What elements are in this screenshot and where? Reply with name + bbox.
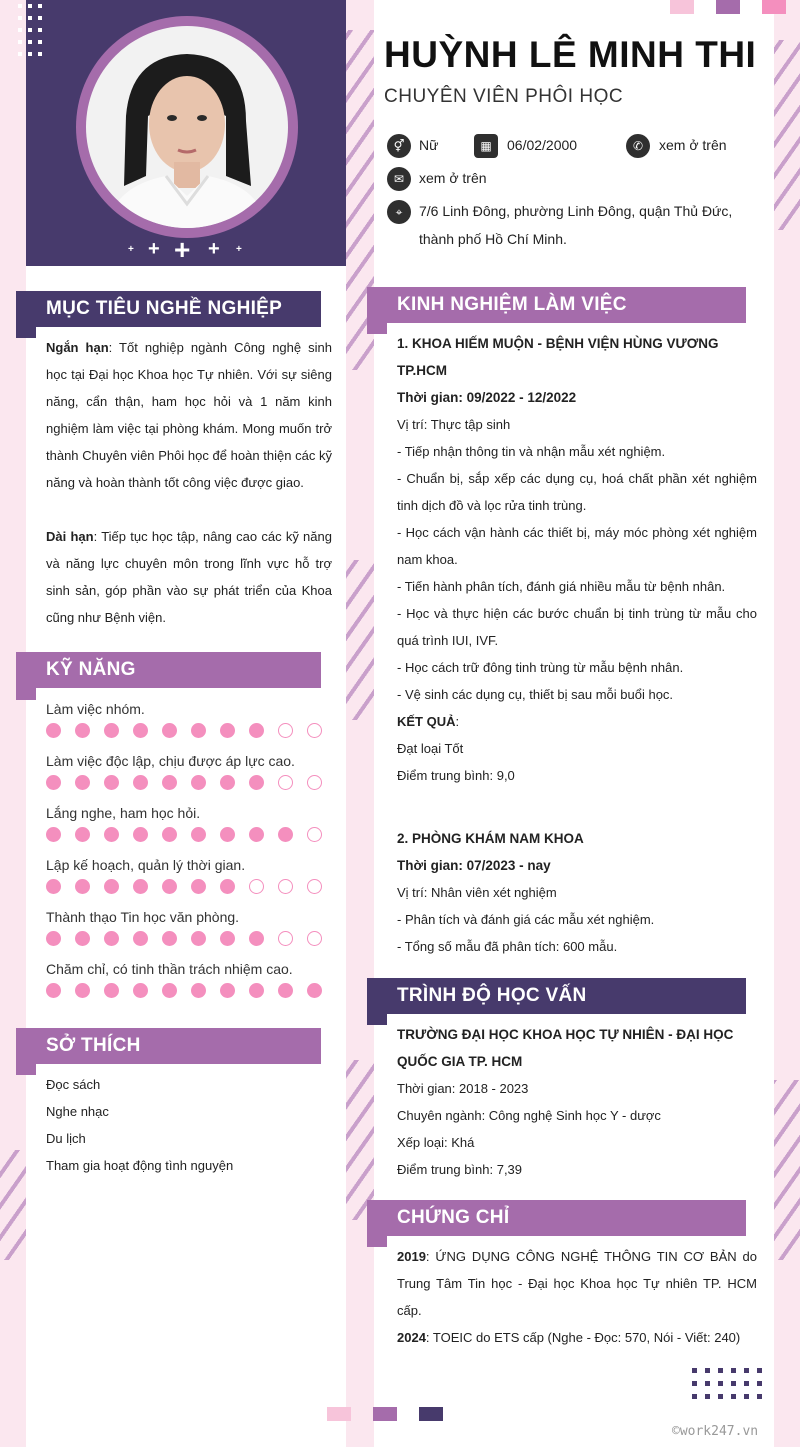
education-heading: TRÌNH ĐỘ HỌC VẤN bbox=[367, 978, 746, 1014]
rating-dot-filled bbox=[46, 931, 61, 946]
address-line-1: 7/6 Linh Đông, phường Linh Đông, quận Thủ Đức, bbox=[419, 203, 733, 219]
stripe-decor bbox=[774, 40, 800, 230]
job1-bullet: - Học và thực hiện các bước chuẩn bị tinh trùng từ mẫu cho quá trình IUI, IVF. bbox=[397, 606, 757, 648]
skill-rating bbox=[46, 983, 322, 998]
rating-dot-filled bbox=[75, 931, 90, 946]
rating-dot-empty bbox=[278, 775, 293, 790]
rating-dot-filled bbox=[133, 931, 148, 946]
rating-dot-filled bbox=[220, 879, 235, 894]
job2-time: Thời gian: 07/2023 - nay bbox=[397, 858, 551, 873]
rating-dot-filled bbox=[191, 827, 206, 842]
job2-bullet: - Tổng số mẫu đã phân tích: 600 mẫu. bbox=[397, 939, 618, 954]
hobby-item: Du lịch bbox=[46, 1131, 86, 1146]
rating-dot-empty bbox=[307, 879, 322, 894]
candidate-role: CHUYÊN VIÊN PHÔI HỌC bbox=[384, 86, 624, 107]
job1-heading: 1. KHOA HIẾM MUỘN - BỆNH VIỆN HÙNG VƯƠNG TP.HCM bbox=[397, 336, 719, 378]
skill-rating bbox=[46, 931, 322, 946]
rating-dot-filled bbox=[220, 827, 235, 842]
rating-dot-filled bbox=[191, 879, 206, 894]
education-rank: Xếp loại: Khá bbox=[397, 1135, 475, 1150]
education-major: Chuyên ngành: Công nghệ Sinh học Y - dược bbox=[397, 1108, 661, 1123]
job1-bullet: - Vệ sinh các dụng cụ, thiết bị sau mỗi buổi học. bbox=[397, 687, 674, 702]
certificate-item bbox=[397, 1243, 757, 1324]
rating-dot-empty bbox=[278, 931, 293, 946]
result-label: KẾT QUẢ bbox=[397, 714, 456, 729]
gender-value: Nữ bbox=[419, 137, 439, 153]
rating-dot-filled bbox=[75, 775, 90, 790]
rating-dot-filled bbox=[162, 827, 177, 842]
square-decor bbox=[670, 0, 694, 14]
rating-dot-filled bbox=[191, 931, 206, 946]
skill-rating bbox=[46, 723, 322, 738]
short-term-text: : Tốt nghiệp ngành Công nghệ sinh học tại Đại học Khoa học Tự nhiên. Với sự siêng năng, cẩn thận, ham học hỏi và 1 năm kinh nghiệm làm việc tại phòng khám. Mong muốn trở thành Chuyên viên Phôi học để hoàn thiện các kỹ năng và hoàn thành tốt công việc được giao. bbox=[46, 340, 332, 490]
email-icon: ✉ bbox=[387, 167, 411, 191]
objective-long-term bbox=[46, 523, 332, 631]
square-decor bbox=[419, 1407, 443, 1421]
square-decor bbox=[762, 0, 786, 14]
rating-dot-filled bbox=[162, 879, 177, 894]
long-term-label: Dài hạn bbox=[46, 529, 94, 544]
plus-decor: + bbox=[148, 238, 160, 260]
rating-dot-filled bbox=[104, 723, 119, 738]
skill-rating bbox=[46, 879, 322, 894]
experience-content bbox=[397, 330, 757, 960]
skill-label: Làm việc nhóm. bbox=[46, 701, 145, 717]
rating-dot-filled bbox=[46, 879, 61, 894]
square-decor bbox=[373, 1407, 397, 1421]
rating-dot-empty bbox=[307, 931, 322, 946]
job1-score: Điểm trung bình: 9,0 bbox=[397, 768, 515, 783]
square-decor bbox=[716, 0, 740, 14]
rating-dot-filled bbox=[162, 931, 177, 946]
rating-dot-filled bbox=[46, 983, 61, 998]
square-decor bbox=[327, 1407, 351, 1421]
rating-dot-filled bbox=[162, 723, 177, 738]
hobby-item: Nghe nhạc bbox=[46, 1104, 109, 1119]
address-line-2: thành phố Hồ Chí Minh. bbox=[419, 231, 567, 247]
rating-dot-filled bbox=[133, 827, 148, 842]
watermark: ©work247.vn bbox=[672, 1424, 759, 1439]
hobbies-heading: SỞ THÍCH bbox=[16, 1028, 321, 1064]
gender-icon: ⚥ bbox=[387, 134, 411, 158]
stripe-decor bbox=[346, 1060, 374, 1220]
rating-dot-filled bbox=[104, 827, 119, 842]
spacer bbox=[397, 789, 757, 825]
hobby-item: Đọc sách bbox=[46, 1077, 101, 1092]
job1-bullet: - Học cách trữ đông tinh trùng từ mẫu bệnh nhân. bbox=[397, 660, 684, 675]
rating-dot-filled bbox=[249, 983, 264, 998]
skills-heading: KỸ NĂNG bbox=[16, 652, 321, 688]
rating-dot-filled bbox=[307, 983, 322, 998]
rating-dot-filled bbox=[249, 827, 264, 842]
rating-dot-filled bbox=[46, 827, 61, 842]
result-colon: : bbox=[455, 714, 460, 729]
rating-dot-filled bbox=[278, 827, 293, 842]
rating-dot-filled bbox=[104, 983, 119, 998]
email-value: xem ở trên bbox=[419, 170, 487, 186]
certificate-year: 2024 bbox=[397, 1330, 426, 1345]
rating-dot-filled bbox=[75, 827, 90, 842]
short-term-label: Ngắn hạn bbox=[46, 340, 109, 355]
rating-dot-filled bbox=[220, 983, 235, 998]
plus-decor: + bbox=[236, 244, 242, 255]
rating-dot-filled bbox=[46, 775, 61, 790]
plus-decor: + bbox=[174, 234, 191, 265]
job2-position: Vị trí: Nhân viên xét nghiệm bbox=[397, 885, 557, 900]
objective-heading: MỤC TIÊU NGHỀ NGHIỆP bbox=[16, 291, 321, 327]
rating-dot-empty bbox=[307, 775, 322, 790]
job1-time: Thời gian: 09/2022 - 12/2022 bbox=[397, 390, 577, 405]
rating-dot-filled bbox=[46, 723, 61, 738]
rating-dot-filled bbox=[162, 775, 177, 790]
skill-label: Chăm chỉ, có tinh thần trách nhiệm cao. bbox=[46, 961, 293, 977]
rating-dot-filled bbox=[133, 723, 148, 738]
rating-dot-empty bbox=[307, 827, 322, 842]
certificate-item bbox=[397, 1324, 757, 1351]
rating-dot-filled bbox=[191, 775, 206, 790]
rating-dot-empty bbox=[307, 723, 322, 738]
avatar bbox=[86, 26, 288, 228]
job1-position: Vị trí: Thực tập sinh bbox=[397, 417, 511, 432]
objective-short-term bbox=[46, 334, 332, 496]
education-time: Thời gian: 2018 - 2023 bbox=[397, 1081, 529, 1096]
rating-dot-filled bbox=[133, 983, 148, 998]
hobby-item: Tham gia hoạt động tình nguyện bbox=[46, 1158, 234, 1173]
plus-decor: + bbox=[128, 244, 134, 255]
stripe-decor bbox=[0, 1150, 26, 1260]
rating-dot-filled bbox=[191, 983, 206, 998]
phone-icon: ✆ bbox=[626, 134, 650, 158]
job1-bullet: - Học cách vận hành các thiết bị, máy móc phòng xét nghiệm nam khoa. bbox=[397, 525, 757, 567]
certificate-text: : ỨNG DỤNG CÔNG NGHỆ THÔNG TIN CƠ BẢN do Trung Tâm Tin học - Đại học Khoa học Tự nhiên TP. HCM cấp. bbox=[397, 1249, 757, 1318]
plus-decor: + bbox=[208, 238, 220, 260]
long-term-text: : Tiếp tục học tập, nâng cao các kỹ năng và năng lực chuyên môn trong lĩnh vực hỗ trợ sinh sản, góp phần vào sự phát triển của Khoa cũng như Bệnh viện. bbox=[46, 529, 332, 625]
job1-result-heading bbox=[397, 708, 757, 735]
education-gpa: Điểm trung bình: 7,39 bbox=[397, 1162, 523, 1177]
birthday-value: 06/02/2000 bbox=[507, 137, 578, 153]
stripe-decor bbox=[346, 560, 374, 720]
skill-rating bbox=[46, 827, 322, 842]
rating-dot-filled bbox=[220, 723, 235, 738]
rating-dot-filled bbox=[75, 983, 90, 998]
dot-grid-decor bbox=[18, 4, 48, 58]
skill-label: Lắng nghe, ham học hỏi. bbox=[46, 805, 201, 821]
rating-dot-filled bbox=[133, 775, 148, 790]
job2-heading: 2. PHÒNG KHÁM NAM KHOA bbox=[397, 831, 584, 846]
rating-dot-empty bbox=[249, 879, 264, 894]
job1-bullet: - Tiếp nhận thông tin và nhận mẫu xét nghiệm. bbox=[397, 444, 666, 459]
certificates-heading: CHỨNG CHỈ bbox=[367, 1200, 746, 1236]
rating-dot-filled bbox=[104, 931, 119, 946]
rating-dot-filled bbox=[75, 879, 90, 894]
rating-dot-filled bbox=[249, 931, 264, 946]
skill-label: Làm việc độc lập, chịu được áp lực cao. bbox=[46, 753, 295, 769]
job2-bullet: - Phân tích và đánh giá các mẫu xét nghiệm. bbox=[397, 912, 655, 927]
rating-dot-filled bbox=[249, 723, 264, 738]
rating-dot-filled bbox=[191, 723, 206, 738]
job1-bullet: - Chuẩn bị, sắp xếp các dụng cụ, hoá chất phần xét nghiệm tinh dịch đồ và lọc rửa tinh trùng. bbox=[397, 471, 757, 513]
education-content bbox=[397, 1021, 757, 1183]
rating-dot-filled bbox=[249, 775, 264, 790]
dot-grid-decor bbox=[692, 1368, 762, 1399]
certificate-year: 2019 bbox=[397, 1249, 426, 1264]
certificate-text: : TOEIC do ETS cấp (Nghe - Đọc: 570, Nói - Viết: 240) bbox=[425, 1330, 741, 1345]
stripe-decor bbox=[774, 1080, 800, 1260]
rating-dot-filled bbox=[162, 983, 177, 998]
experience-heading: KINH NGHIỆM LÀM VIỆC bbox=[367, 287, 746, 323]
rating-dot-filled bbox=[75, 723, 90, 738]
rating-dot-filled bbox=[104, 879, 119, 894]
skill-label: Lập kế hoạch, quản lý thời gian. bbox=[46, 857, 246, 873]
job1-result: Đạt loại Tốt bbox=[397, 741, 464, 756]
rating-dot-filled bbox=[278, 983, 293, 998]
school-name: TRƯỜNG ĐẠI HỌC KHOA HỌC TỰ NHIÊN - ĐẠI HỌC QUỐC GIA TP. HCM bbox=[397, 1027, 734, 1069]
rating-dot-filled bbox=[104, 775, 119, 790]
rating-dot-empty bbox=[278, 879, 293, 894]
rating-dot-filled bbox=[220, 931, 235, 946]
skill-label: Thành thạo Tin học văn phòng. bbox=[46, 909, 240, 925]
candidate-name: HUỲNH LÊ MINH THI bbox=[384, 34, 757, 75]
rating-dot-filled bbox=[133, 879, 148, 894]
skill-rating bbox=[46, 775, 322, 790]
rating-dot-empty bbox=[278, 723, 293, 738]
calendar-icon: ▦ bbox=[474, 134, 498, 158]
job1-bullet: - Tiến hành phân tích, đánh giá nhiều mẫu từ bệnh nhân. bbox=[397, 579, 726, 594]
rating-dot-filled bbox=[220, 775, 235, 790]
phone-value: xem ở trên bbox=[659, 137, 727, 153]
location-icon: ⌖ bbox=[387, 200, 411, 224]
certificates-content bbox=[397, 1243, 757, 1351]
